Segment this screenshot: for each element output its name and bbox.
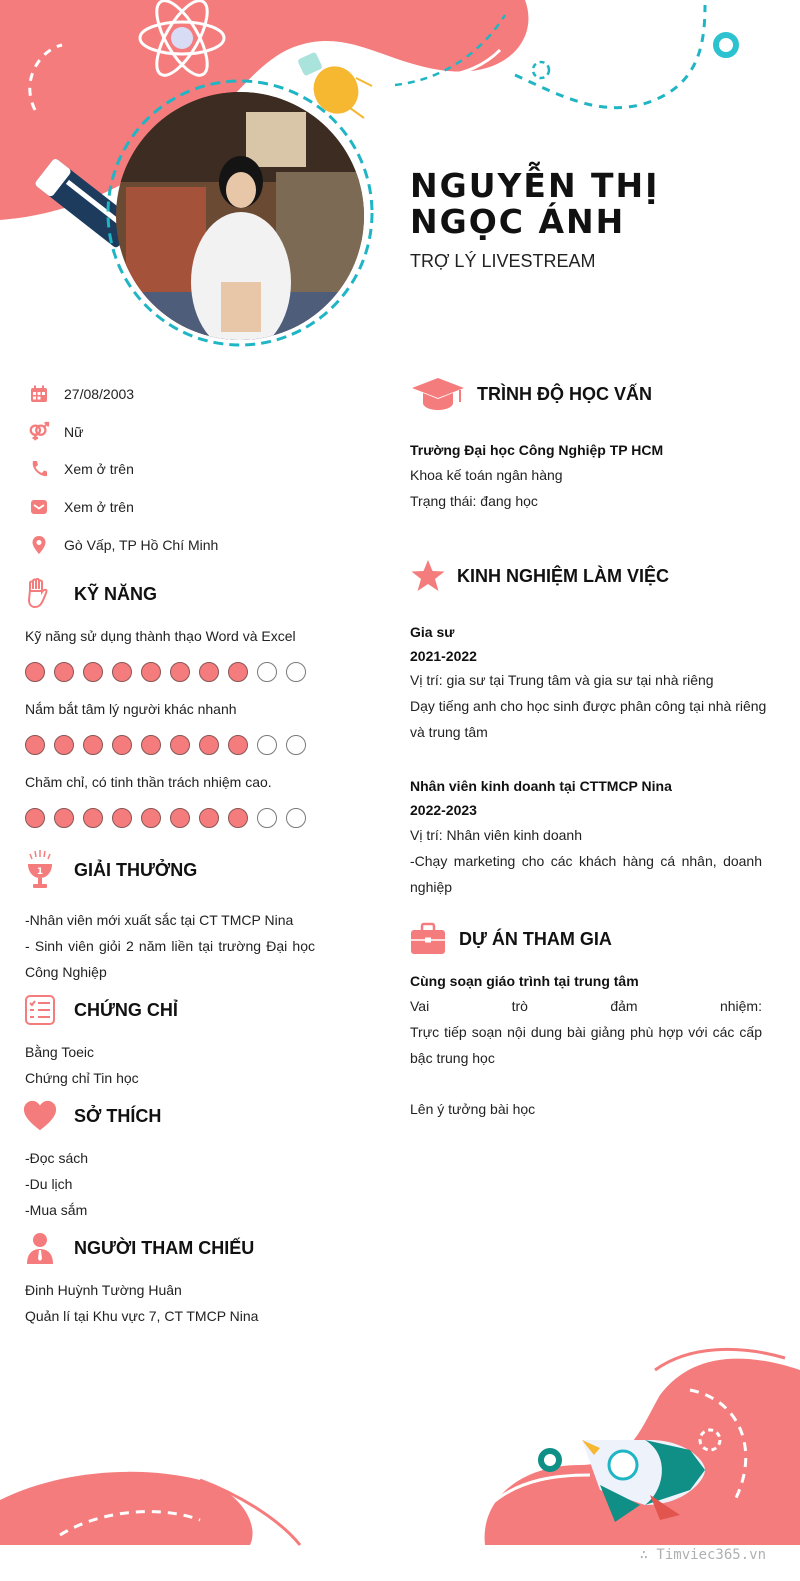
- reference-name: Đinh Huỳnh Tường Huân: [25, 1282, 182, 1298]
- hobby-item: -Mua sắm: [25, 1202, 88, 1218]
- project-description-continued: bậc trung học: [410, 1050, 495, 1066]
- rating-dot-filled: [199, 662, 219, 682]
- rating-dot-filled: [199, 735, 219, 755]
- experience-heading: [410, 558, 669, 594]
- education-school: Trường Đại học Công Nghiệp TP HCM: [410, 442, 664, 458]
- projects-heading: [410, 921, 612, 957]
- watermark: ∴ Timviec365.vn: [639, 1547, 766, 1563]
- rating-dot-filled: [54, 808, 74, 828]
- job-company: Gia sư: [410, 624, 455, 640]
- education-status: Trạng thái: đang học: [410, 493, 538, 509]
- education-major: Khoa kế toán ngân hàng: [410, 467, 563, 483]
- candidate-name: NGUYỄN THỊ NGỌC ÁNH: [410, 166, 660, 241]
- skill-label: Kỹ năng sử dụng thành thạo Word và Excel: [25, 628, 296, 644]
- rating-dot-empty: [257, 662, 277, 682]
- contact-phone-text: Xem ở trên: [64, 461, 134, 477]
- job-company: Nhân viên kinh doanh tại CTTMCP Nina: [410, 778, 672, 794]
- skill-label: Nắm bắt tâm lý người khác nhanh: [25, 701, 237, 717]
- rating-dot-empty: [286, 662, 306, 682]
- rating-dot-filled: [141, 662, 161, 682]
- references-title: NGƯỜI THAM CHIẾU: [74, 1237, 255, 1258]
- awards-title: GIẢI THƯỞNG: [74, 859, 198, 880]
- reference-position: Quản lí tại Khu vực 7, CT TMCP Nina: [25, 1308, 259, 1324]
- contact-email: [28, 495, 134, 519]
- rating-dot-filled: [141, 735, 161, 755]
- contact-address: [28, 533, 219, 557]
- rating-dot-filled: [112, 808, 132, 828]
- location-pin-icon: [28, 534, 50, 556]
- education-title: TRÌNH ĐỘ HỌC VẤN: [477, 383, 652, 404]
- rating-dot-filled: [228, 808, 248, 828]
- contact-phone: [28, 457, 134, 481]
- contact-birthdate: [28, 382, 135, 406]
- education-heading: [410, 376, 652, 412]
- phone-icon: [28, 458, 50, 480]
- trophy-icon: [22, 852, 58, 888]
- project-name: Cùng soạn giáo trình tại trung tâm: [410, 973, 639, 989]
- hobbies-heading: [22, 1098, 161, 1134]
- person-icon: [22, 1230, 58, 1266]
- skill-label: Chăm chỉ, có tinh thần trách nhiệm cao.: [25, 774, 272, 790]
- contact-gender: [28, 420, 84, 444]
- certificate-item: Chứng chỉ Tin học: [25, 1070, 139, 1086]
- contact-address-text: Gò Vấp, TP Hồ Chí Minh: [64, 537, 219, 553]
- experience-title: KINH NGHIỆM LÀM VIỆC: [457, 565, 670, 586]
- award-item: - Sinh viên giỏi 2 năm liền tại trường Đại học: [25, 938, 315, 954]
- projects-title: DỰ ÁN THAM GIA: [459, 928, 612, 949]
- skill-rating: [25, 735, 306, 755]
- job-description: Dạy tiếng anh cho học sinh được phân công tại nhà riêng: [410, 698, 767, 714]
- certificate-item: Bằng Toeic: [25, 1044, 95, 1060]
- contact-gender-text: Nữ: [64, 424, 84, 440]
- skills-title: KỸ NĂNG: [74, 583, 158, 604]
- job-description: -Chạy marketing cho các khách hàng cá nhân, doanh: [410, 853, 762, 869]
- contact-email-text: Xem ở trên: [64, 499, 134, 515]
- job-period: 2021-2022: [410, 648, 477, 664]
- heart-icon: [22, 1098, 58, 1134]
- star-icon: [410, 558, 446, 594]
- award-item: -Nhân viên mới xuất sắc tại CT TMCP Nina: [25, 912, 294, 928]
- gender-icon: [28, 421, 50, 443]
- project-role: Vai trò đảm nhiệm:: [410, 998, 762, 1014]
- award-item-continued: Công Nghiệp: [25, 964, 107, 980]
- rating-dot-filled: [25, 808, 45, 828]
- calendar-icon: [28, 383, 50, 405]
- lightbulb-icon: [297, 52, 372, 121]
- job-role: Vị trí: gia sư tại Trung tâm và gia sư tại nhà riêng: [410, 672, 714, 688]
- rating-dot-filled: [112, 735, 132, 755]
- job-description-continued: nghiệp: [410, 879, 453, 895]
- contact-birthdate-text: 27/08/2003: [64, 386, 135, 402]
- rating-dot-filled: [83, 808, 103, 828]
- project-idea: Lên ý tưởng bài học: [410, 1101, 536, 1117]
- rating-dot-empty: [286, 808, 306, 828]
- checklist-icon: [22, 992, 58, 1028]
- project-description: Trực tiếp soạn nội dung bài giảng phù hợp với các cấp: [410, 1024, 762, 1040]
- rating-dot-filled: [25, 735, 45, 755]
- hobby-item: -Đọc sách: [25, 1150, 89, 1166]
- briefcase-icon: [410, 921, 446, 957]
- rating-dot-filled: [170, 735, 190, 755]
- skills-heading: [20, 576, 157, 612]
- references-heading: [22, 1230, 254, 1266]
- certificates-title: CHỨNG CHỈ: [74, 999, 178, 1020]
- rating-dot-filled: [141, 808, 161, 828]
- rating-dot-empty: [257, 735, 277, 755]
- skill-rating: [25, 662, 306, 682]
- hobby-item: -Du lịch: [25, 1176, 73, 1192]
- rating-dot-filled: [228, 735, 248, 755]
- profile-photo: [116, 92, 364, 340]
- rating-dot-filled: [112, 662, 132, 682]
- rating-dot-filled: [228, 662, 248, 682]
- rating-dot-empty: [257, 808, 277, 828]
- email-icon: [28, 496, 50, 518]
- svg-text:1: 1: [36, 867, 44, 877]
- job-title: TRỢ LÝ LIVESTREAM: [410, 251, 596, 271]
- rating-dot-filled: [54, 735, 74, 755]
- rating-dot-filled: [83, 735, 103, 755]
- certificates-heading: [22, 992, 178, 1028]
- job-period: 2022-2023: [410, 802, 477, 818]
- hand-icon: [20, 576, 56, 612]
- job-role: Vị trí: Nhân viên kinh doanh: [410, 827, 582, 843]
- rating-dot-filled: [83, 662, 103, 682]
- rating-dot-empty: [286, 735, 306, 755]
- awards-heading: [22, 852, 197, 888]
- rating-dot-filled: [170, 808, 190, 828]
- hobbies-title: SỞ THÍCH: [74, 1105, 162, 1126]
- job-description-continued: và trung tâm: [410, 724, 488, 740]
- rating-dot-filled: [54, 662, 74, 682]
- skill-rating: [25, 808, 306, 828]
- rating-dot-filled: [199, 808, 219, 828]
- rating-dot-filled: [170, 662, 190, 682]
- graduation-cap-icon: [410, 376, 466, 412]
- rating-dot-filled: [25, 662, 45, 682]
